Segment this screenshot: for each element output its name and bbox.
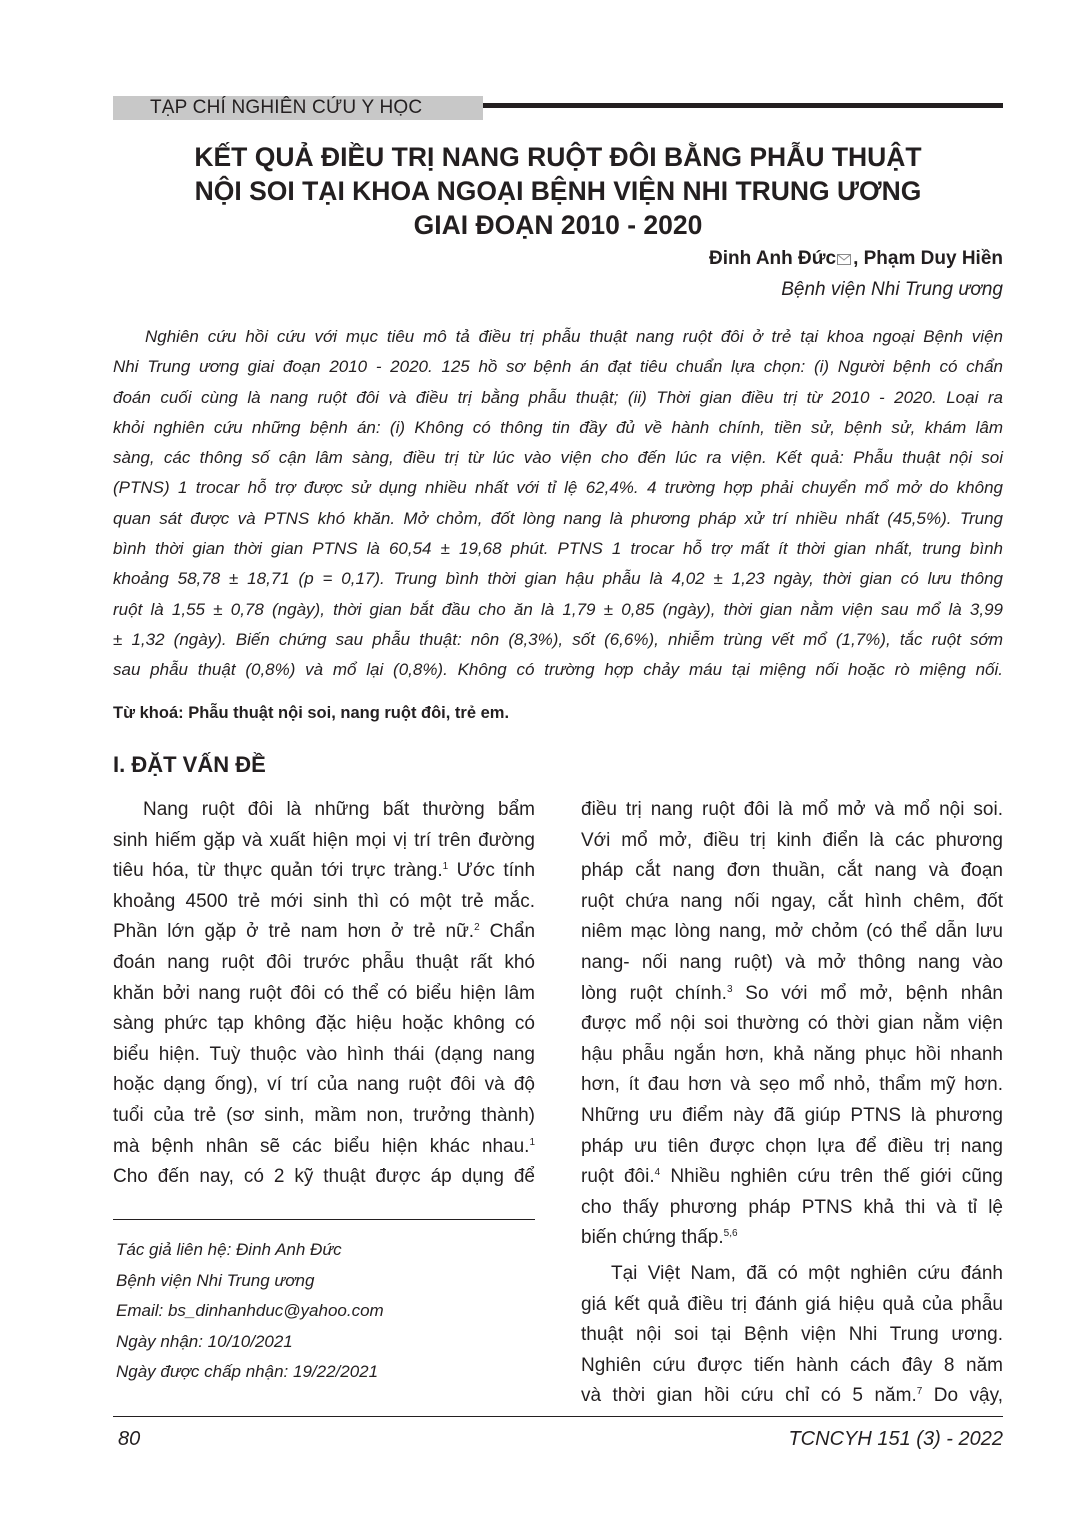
footer-rule bbox=[113, 1416, 1003, 1417]
abstract-line: ruột là 1,55 ± 0,78 (ngày), thời gian bắt đầu cho ăn là 1,79 ± 0,85 (ngày), thời gian nằm viện sau mổ là 3,99 bbox=[113, 599, 1003, 619]
body-line: Nang ruột đôi là những bất thường bẩm bbox=[143, 799, 535, 820]
article-title bbox=[113, 140, 1003, 242]
author-2: , Phạm Duy Hiền bbox=[853, 248, 1003, 269]
body-line: pháp cắt nang đơn thuần, cắt nang và đoạn bbox=[581, 860, 1003, 882]
body-line: Với mổ mở, điều trị kinh điển là các phương bbox=[581, 829, 1003, 851]
corresponding-affiliation: Bệnh viện Nhi Trung ương bbox=[116, 1270, 315, 1290]
received-date: Ngày nhận: 10/10/2021 bbox=[116, 1331, 293, 1351]
abstract-line: khỏi nghiên cứu những bệnh án: (i) Không có thông tin đầy đủ về hành chính, tiền sử, bệnh sử, khám lâm bbox=[113, 417, 1003, 437]
citation-ref: 1 bbox=[529, 1136, 535, 1148]
journal-issue: TCNCYH 151 (3) - 2022 bbox=[788, 1428, 1003, 1450]
abstract-line: đoán cuối cùng là nang ruột đôi và điều trị bằng phẫu thuật; (ii) Thời gian điều trị từ 2010 - 2020. Loại ra bbox=[113, 387, 1003, 407]
body-line: Cho đến nay, có 2 kỹ thuật được áp dụng để bbox=[113, 1166, 535, 1188]
body-line: Những ưu điểm này đã giúp PTNS là phương bbox=[581, 1104, 1003, 1126]
body-line: tuổi của trẻ (sơ sinh, mầm non, trưởng thành) bbox=[113, 1104, 535, 1126]
abstract bbox=[113, 322, 1003, 686]
body-line: khoảng 4500 trẻ mới sinh thì có một trẻ mắc. bbox=[113, 890, 535, 912]
body-line: biểu hiện. Tuỳ thuộc vào hình thái (dạng nang bbox=[113, 1043, 535, 1065]
body-line: đoán nang ruột đôi trước phẫu thuật rất khó bbox=[113, 951, 535, 973]
corresponding-email: Email: bs_dinhanhduc@yahoo.com bbox=[116, 1301, 384, 1320]
authors bbox=[709, 248, 1003, 271]
body-line: nang- nối nang ruột) và mở thông nang vào bbox=[581, 951, 1003, 973]
body-line: Nghiên cứu được tiến hành cách đây 8 năm bbox=[581, 1354, 1003, 1376]
abstract-line: quan sát được và PTNS khó khăn. Mở chỏm, đốt lòng nang là phương pháp xử trí nhiều nhất (45,5%). Trung bbox=[113, 508, 1003, 528]
body-line: lòng ruột chính.$^3$ So với mổ mở, bệnh nhân bbox=[581, 982, 1003, 1004]
accepted-date: Ngày được chấp nhận: 19/22/2021 bbox=[116, 1362, 379, 1381]
corresponding-author: Tác giả liên hệ: Đinh Anh Đức bbox=[116, 1240, 342, 1259]
body-line: Phần lớn gặp ở trẻ nam hơn ở trẻ nữ.$^2$ Chẩn bbox=[113, 921, 536, 943]
abstract-line: sau phẫu thuật (0,8%) và mổ lại (0,8%). Không có trường hợp chảy máu tại miệng nối hoặc rò miệng nối. bbox=[113, 660, 1003, 680]
body-column-left bbox=[113, 795, 535, 1193]
body-line: niêm mạc lòng nang, mở chỏm (có thể dẫn lưu bbox=[581, 921, 1003, 943]
citation-ref: 1 bbox=[442, 861, 449, 873]
citation-ref: 3 bbox=[726, 983, 733, 995]
footnote-rule bbox=[113, 1219, 535, 1220]
envelope-icon bbox=[837, 249, 851, 271]
correspondence-info bbox=[116, 1235, 384, 1388]
abstract-line: sàng, các thông số cận lâm sàng, điều trị từ lúc vào viện cho đến lúc ra viện. Kết quả: Phẫu thuật nội soi bbox=[113, 448, 1003, 468]
abstract-line: khoảng 58,78 ± 18,71 (p = 0,17). Trung bình thời gian hậu phẫu là 4,02 ± 1,23 ngày, thời gian có lưu thông bbox=[113, 569, 1003, 589]
citation-ref: 7 bbox=[916, 1386, 923, 1398]
abstract-line: Nghiên cứu hồi cứu với mục tiêu mô tả điều trị phẫu thuật nang ruột đôi ở trẻ tại khoa ngoại Bệnh viện bbox=[145, 327, 1003, 346]
body-line: tiêu hóa, từ thực quản tới trực tràng.$^1$ Ước tính bbox=[113, 860, 536, 882]
body-line: biến chứng thấp.$^{5,6}$ bbox=[581, 1227, 738, 1249]
title-line-2: NỘI SOI TẠI KHOA NGOẠI BỆNH VIỆN NHI TRUNG ƯƠNG bbox=[194, 176, 922, 206]
citation-ref: 4 bbox=[654, 1167, 661, 1179]
body-line: pháp ưu tiên được chọn lựa để điều trị nang bbox=[581, 1135, 1003, 1157]
body-line: hậu phẫu ngắn hơn, khả năng phục hồi nhanh bbox=[581, 1043, 1003, 1065]
citation-ref: 5,6 bbox=[723, 1228, 738, 1240]
journal-name: TẠP CHÍ NGHIÊN CỨU Y HỌC bbox=[150, 97, 423, 118]
title-line-3: GIAI ĐOẠN 2010 - 2020 bbox=[413, 210, 703, 240]
body-column-right bbox=[581, 795, 1003, 1412]
section-heading: I. ĐẶT VẤN ĐỀ bbox=[113, 752, 266, 777]
body-line: ruột chứa nang nối ngay, cắt hình chêm, đốt bbox=[581, 890, 1003, 912]
body-line: sinh hiếm gặp và xuất hiện mọi vị trí trên đường bbox=[113, 829, 535, 851]
citation-ref: 2 bbox=[474, 922, 480, 934]
body-line: điều trị nang ruột đôi là mổ mở và mổ nội soi. bbox=[581, 799, 1003, 820]
abstract-line: Nhi Trung ương giai đoạn 2010 - 2020. 125 hồ sơ bệnh án đạt tiêu chuẩn lựa chọn: (i) Người bệnh có chẩn bbox=[113, 357, 1003, 377]
header-rule bbox=[483, 103, 1003, 108]
body-line: sàng phức tạp không đặc hiệu hoặc không có bbox=[113, 1013, 535, 1035]
body-line: hoặc dạng ống), ví trí của nang ruột đôi và độ bbox=[113, 1074, 535, 1096]
body-line: giá kết quả điều trị đánh giá hiệu quả của phẫu bbox=[581, 1293, 1003, 1315]
page-number: 80 bbox=[118, 1428, 141, 1450]
body-line: hơn, ít đau hơn và sẹo mổ nhỏ, thẩm mỹ hơn. bbox=[581, 1074, 1003, 1096]
keywords: Từ khoá: Phẫu thuật nội soi, nang ruột đôi, trẻ em. bbox=[113, 704, 510, 722]
title-line-1: KẾT QUẢ ĐIỀU TRỊ NANG RUỘT ĐÔI BẰNG PHẪU THUẬT bbox=[194, 142, 922, 172]
body-line: được mổ nội soi thường có thời gian nằm viện bbox=[581, 1013, 1003, 1035]
affiliation: Bệnh viện Nhi Trung ương bbox=[781, 279, 1003, 300]
abstract-line: bình thời gian thời gian PTNS là 60,54 ± 19,68 phút. PTNS 1 trocar hỗ trợ mất ít thời gian nhất, trung bình bbox=[113, 539, 1003, 559]
body-line: khăn bởi nang ruột đôi có thể có biểu hiện lâm bbox=[113, 982, 535, 1004]
abstract-line: ± 1,32 (ngày). Biến chứng sau phẫu thuật: nôn (8,3%), sốt (6,6%), nhiễm trùng vết mổ (1,7%), tắc ruột sớm bbox=[113, 629, 1003, 649]
body-line: và thời gian hồi cứu chỉ có 5 năm.$^7$ Do vậy, bbox=[581, 1385, 1003, 1407]
body-line: thuật nội soi tại Bệnh viện Nhi Trung ương. bbox=[581, 1324, 1003, 1346]
author-1: Đinh Anh Đức bbox=[709, 248, 837, 269]
body-line: cho thấy phương pháp PTNS khả thi và tỉ lệ bbox=[581, 1196, 1003, 1218]
abstract-line: (PTNS) 1 trocar hỗ trợ được sử dụng nhiều nhất với tỉ lệ 62,4%. 4 trường hợp phải chuyển mổ mở do không bbox=[113, 478, 1003, 498]
body-line: mà bệnh nhân sẽ các biểu hiện khác nhau.$^1$ bbox=[113, 1135, 535, 1157]
body-line: Tại Việt Nam, đã có một nghiên cứu đánh bbox=[611, 1262, 1003, 1284]
body-line: ruột đôi.$^4$ Nhiều nghiên cứu trên thế giới cũng bbox=[581, 1166, 1003, 1188]
